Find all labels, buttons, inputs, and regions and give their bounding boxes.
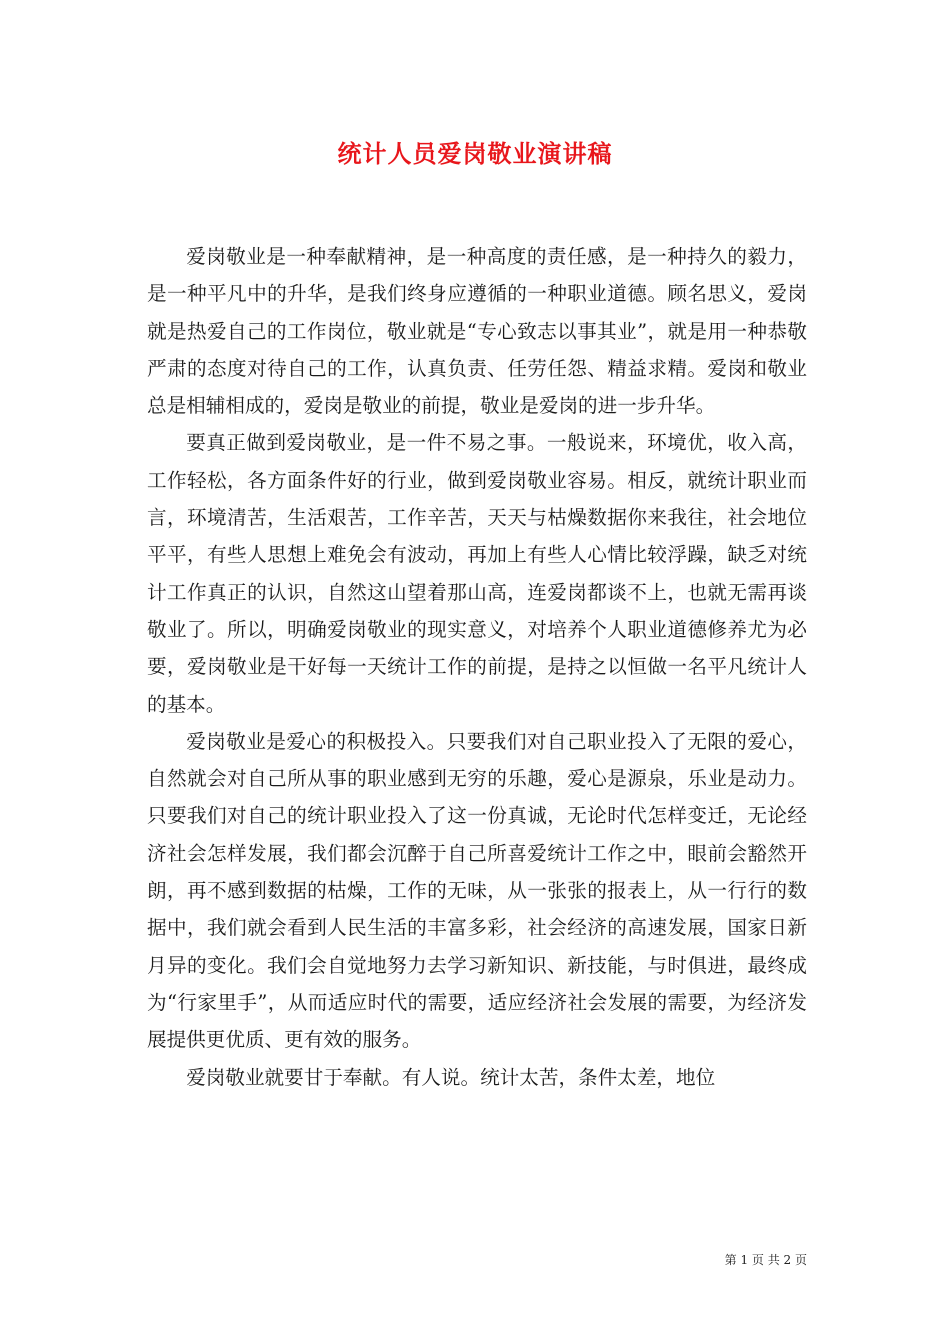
paragraph-4: 爱岗敬业就要甘于奉献。有人说。统计太苦，条件太差，地位 — [186, 1065, 716, 1089]
page-number-footer: 第 1 页 共 2 页 — [724, 1253, 807, 1267]
paragraph-2: 要真正做到爱岗敬业，是一件不易之事。一般说来，环境优，收入高，工作轻松，各方面条件好的行业，做到爱岗敬业容易。相反，就统计职业而言，环境清苦，生活艰苦，工作辛苦，天天与枯燥数据你来我往，社会地位平平，有些人思想上难免会有波动，再加上有些人心情比较浮躁，缺乏对统计工作真正的认识，自然这山望着那山高，连爱岗都谈不上，也就无需再谈敬业了。所以，明确爱岗敬业的现实意义，对培养个人职业道德修养尤为必要，爱岗敬业是干好每一天统计工作的前提，是持之以恒做一名平凡统计人的基本。 — [147, 431, 807, 716]
document-title: 统计人员爱岗敬业演讲稿 — [337, 139, 613, 168]
paragraph-3: 爱岗敬业是爱心的积极投入。只要我们对自己职业投入了无限的爱心，自然就会对自己所从事的职业感到无穷的乐趣，爱心是源泉，乐业是动力。只要我们对自己的统计职业投入了这一份真诚，无论时代怎样变迁，无论经济社会怎样发展，我们都会沉醉于自己所喜爱统计工作之中，眼前会豁然开朗，再不感到数据的枯燥，工作的无味，从一张张的报表上，从一行行的数据中，我们就会看到人民生活的丰富多彩，社会经济的高速发展，国家日新月异的变化。我们会自觉地努力去学习新知识、新技能，与时俱进，最终成为“行家里手”，从而适应时代的需要，适应经济社会发展的需要，为经济发展提供更优质、更有效的服务。 — [147, 729, 807, 1052]
paragraph-1: 爱岗敬业是一种奉献精神，是一种高度的责任感，是一种持久的毅力，是一种平凡中的升华，是我们终身应遵循的一种职业道德。顾名思义，爱岗就是热爱自己的工作岗位，敬业就是“专心致志以事其业”，就是用一种恭敬严肃的态度对待自己的工作，认真负责、任劳任怨、精益求精。爱岗和敬业总是相辅相成的，爱岗是敬业的前提，敬业是爱岗的进一步升华。 — [147, 245, 807, 418]
document-body — [147, 238, 807, 1096]
